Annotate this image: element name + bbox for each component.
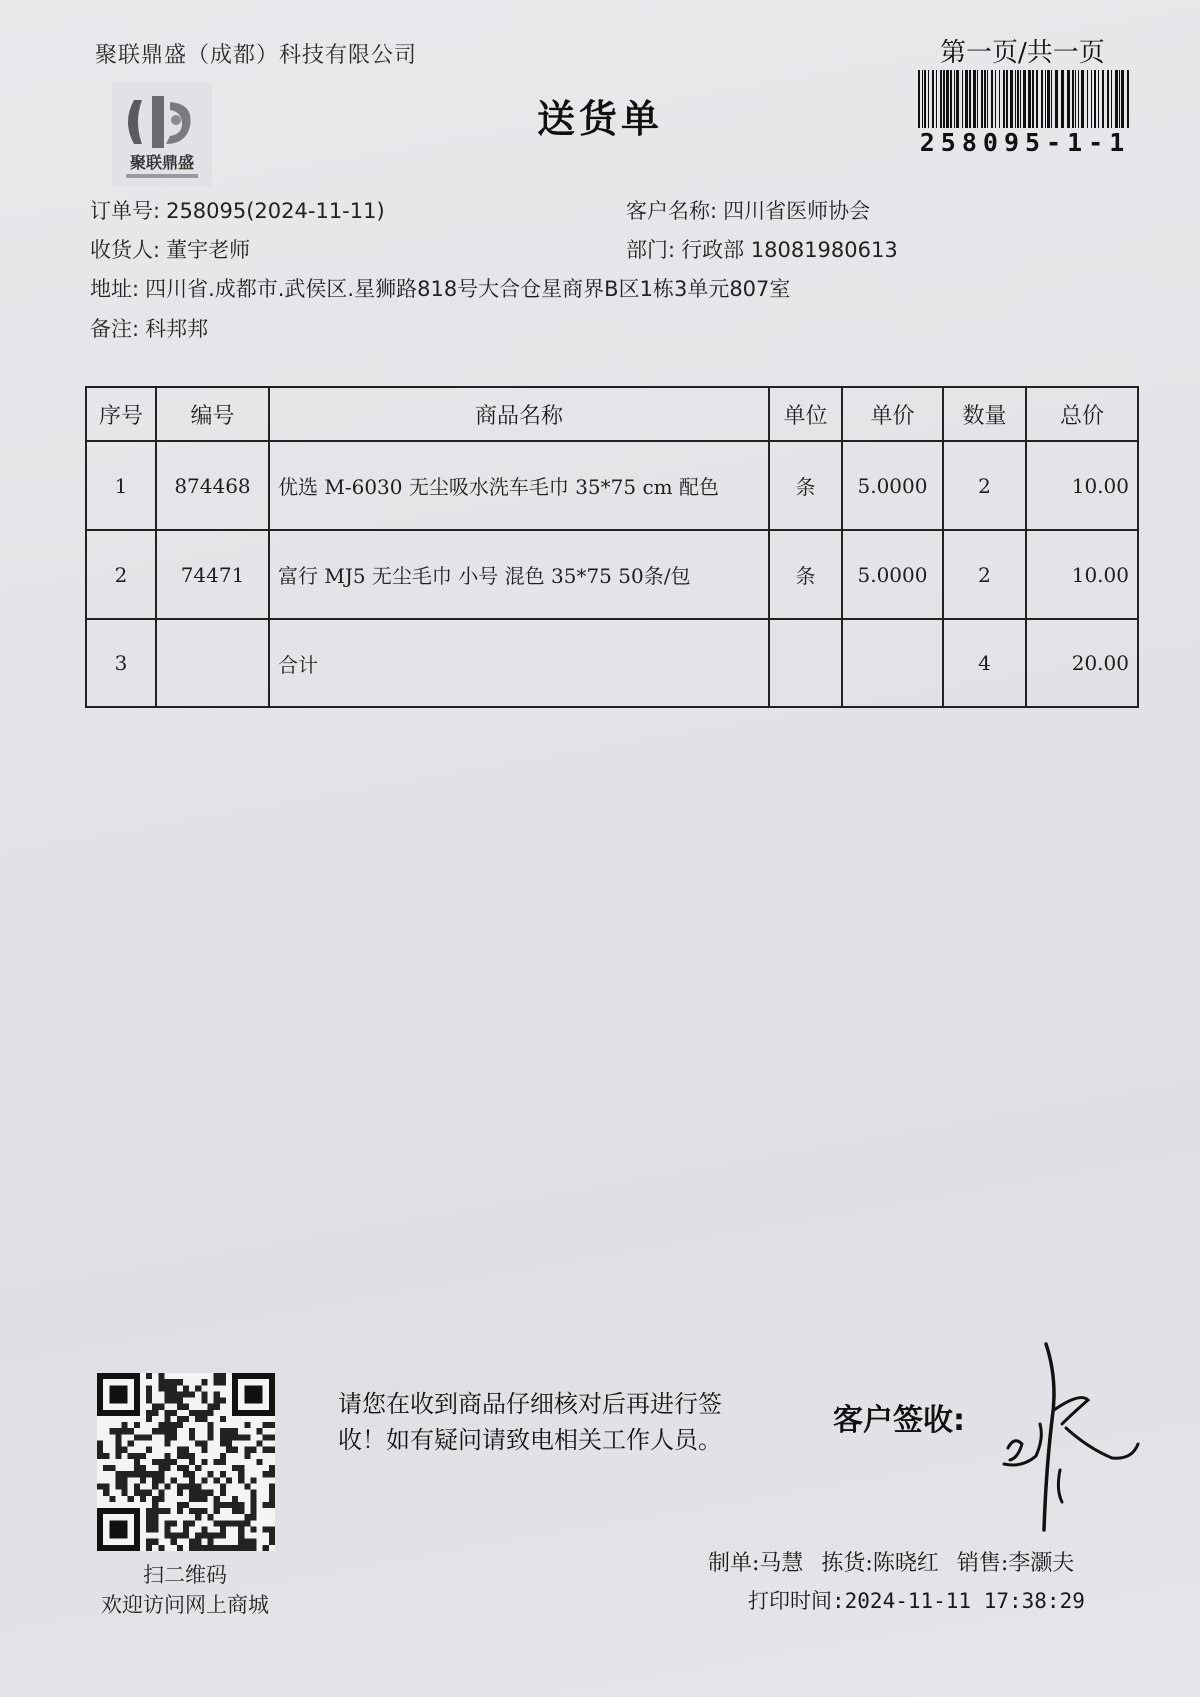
verification-notice: 请您在收到商品仔细核对后再进行签收！如有疑问请致电相关工作人员。 [338, 1390, 722, 1454]
cell-unit-price [842, 619, 943, 707]
receiver-label: 收货人: [90, 238, 161, 262]
header-code: 编号 [156, 387, 269, 441]
header-unit-price: 单价 [842, 387, 943, 441]
table-row-total [86, 619, 1138, 707]
company-name: 聚联鼎盛（成都）科技有限公司 [95, 43, 418, 68]
picker: 拣货:陈晓红 [821, 1551, 939, 1576]
table-row [86, 530, 1138, 619]
document-title: 送货单 [536, 97, 663, 141]
cell-unit: 条 [769, 441, 842, 530]
customer-label: 客户名称: [626, 199, 718, 223]
cell-quantity: 2 [943, 530, 1026, 619]
receiver-field [90, 234, 250, 264]
cell-code [156, 619, 269, 707]
cell-total: 10.00 [1026, 441, 1138, 530]
print-time: 打印时间:2024-11-11 17:38:29 [748, 1589, 1085, 1613]
cell-code: 874468 [156, 441, 269, 530]
cell-quantity: 2 [943, 441, 1026, 530]
order-number-label: 订单号: [90, 199, 161, 223]
header-quantity: 数量 [943, 387, 1026, 441]
cell-product-name: 优选 M-6030 无尘吸水洗车毛巾 35*75 cm 配色 [269, 441, 769, 530]
header-unit: 单位 [769, 387, 842, 441]
cell-unit-price: 5.0000 [842, 530, 943, 619]
cell-unit: 条 [769, 530, 842, 619]
qr-caption-line-2: 欢迎访问网上商城 [101, 1593, 269, 1617]
order-number-value: 258095(2024-11-11) [166, 199, 385, 223]
cell-total: 20.00 [1026, 619, 1138, 707]
department-label: 部门: [626, 238, 676, 262]
customer-sign-label: 客户签收: [833, 1403, 965, 1438]
receiver-value: 董宇老师 [166, 238, 251, 262]
cell-total: 10.00 [1026, 530, 1138, 619]
cell-unit-price: 5.0000 [842, 441, 943, 530]
customer-value: 四川省医师协会 [723, 199, 871, 223]
header-seq: 序号 [86, 387, 156, 441]
staff-line [708, 1546, 1092, 1577]
header-total: 总价 [1026, 387, 1138, 441]
address-value: 四川省.成都市.武侯区.星狮路818号大合仓星商界B区1栋3单元807室 [145, 277, 791, 301]
department-field [626, 234, 898, 264]
customer-field [626, 195, 870, 225]
order-number-field [90, 195, 385, 225]
qr-caption [80, 1560, 290, 1620]
note-value: 科邦邦 [145, 317, 209, 341]
header-product-name: 商品名称 [269, 387, 769, 441]
maker: 制单:马慧 [708, 1551, 804, 1576]
note-field [90, 313, 208, 343]
cell-unit [769, 619, 842, 707]
items-table [85, 386, 1139, 708]
logo-text: 聚联鼎盛 [129, 153, 195, 172]
cell-seq: 1 [86, 441, 156, 530]
cell-seq: 3 [86, 619, 156, 707]
table-header-row [86, 387, 1138, 441]
sales-person: 销售:李灏夫 [956, 1551, 1075, 1576]
cell-code: 74471 [156, 530, 269, 619]
qr-caption-line-1: 扫二维码 [143, 1563, 227, 1587]
page-indicator: 第一页/共一页 [940, 38, 1105, 68]
cell-quantity: 4 [943, 619, 1026, 707]
cell-product-name: 富行 MJ5 无尘毛巾 小号 混色 35*75 50条/包 [269, 530, 769, 619]
cell-seq: 2 [86, 530, 156, 619]
table-row [86, 441, 1138, 530]
address-field [90, 273, 790, 303]
barcode [916, 70, 1134, 128]
address-label: 地址: [90, 277, 140, 301]
qr-code[interactable] [97, 1373, 275, 1551]
department-value: 行政部 18081980613 [681, 238, 898, 262]
handwritten-signature [1000, 1340, 1150, 1535]
note-label: 备注: [90, 317, 140, 341]
cell-product-name: 合计 [269, 619, 769, 707]
barcode-number: 258095-1-1 [919, 128, 1131, 157]
